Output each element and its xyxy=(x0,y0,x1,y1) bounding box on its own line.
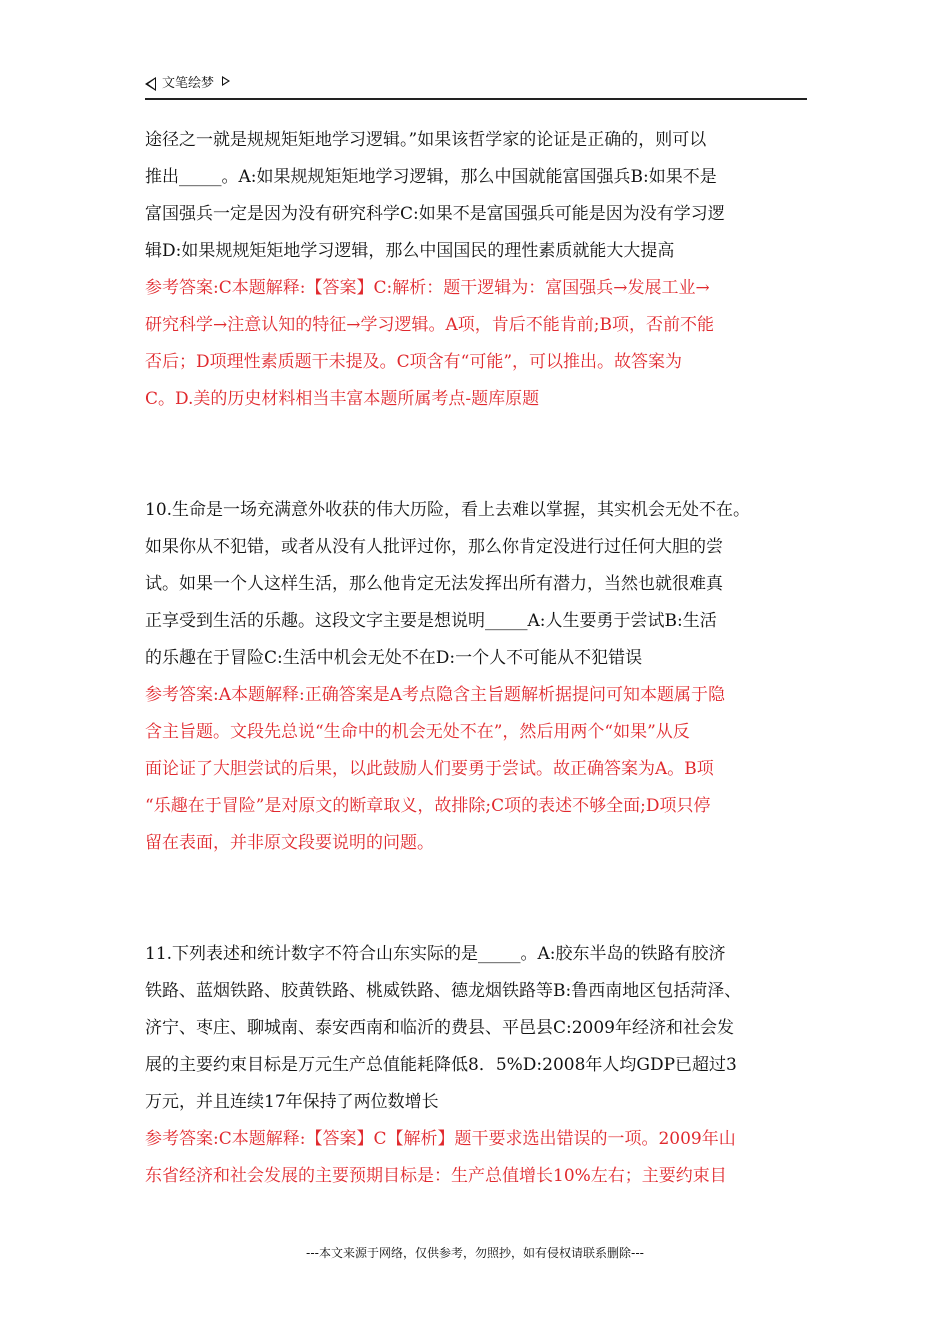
triangle-right-icon xyxy=(222,76,230,86)
header-brand xyxy=(145,74,230,94)
question-line: 富国强兵一定是因为没有研究科学C:如果不是富国强兵可能是因为没有学习逻 xyxy=(145,204,725,224)
question-line: 正享受到生活的乐趣。这段文字主要是想说明_____A:人生要勇于尝试B:生活 xyxy=(145,611,717,631)
answer-line: 参考答案:A本题解释:正确答案是A考点隐含主旨题解析据提问可知本题属于隐 xyxy=(145,685,726,705)
answer-line: 研究科学→注意认知的特征→学习逻辑。A项，肯后不能肯前;B项，否前不能 xyxy=(145,315,714,335)
answer-line: 参考答案:C本题解释:【答案】C【解析】题干要求选出错误的一项。2009年山 xyxy=(145,1129,736,1149)
answer-line: C。D.美的历史材料相当丰富本题所属考点-题库原题 xyxy=(145,389,540,409)
question-line: 途径之一就是规规矩矩地学习逻辑。”如果该哲学家的论证是正确的，则可以 xyxy=(145,130,707,150)
question-block-9 xyxy=(145,122,825,418)
answer-line: 面论证了大胆尝试的后果，以此鼓励人们要勇于尝试。故正确答案为A。B项 xyxy=(145,759,714,779)
question-line: 如果你从不犯错，或者从没有人批评过你，那么你肯定没进行过任何大胆的尝 xyxy=(145,537,723,557)
question-line: 展的主要约束目标是万元生产总值能耗降低8．5%D:2008年人均GDP已超过3 xyxy=(145,1055,737,1075)
question-line: 11.下列表述和统计数字不符合山东实际的是_____。A:胶东半岛的铁路有胶济 xyxy=(145,944,726,964)
brand-text: 文笔绘梦 xyxy=(162,76,215,91)
question-line: 辑D:如果规规矩矩地学习逻辑，那么中国国民的理性素质就能大大提高 xyxy=(145,241,675,261)
answer-line: 东省经济和社会发展的主要预期目标是：生产总值增长10%左右；主要约束目 xyxy=(145,1166,727,1186)
triangle-left-icon xyxy=(145,77,156,91)
question-line: 10.生命是一场充满意外收获的伟大历险，看上去难以掌握，其实机会无处不在。 xyxy=(145,500,751,520)
answer-line: 留在表面，并非原文段要说明的问题。 xyxy=(145,833,434,853)
question-line: 铁路、蓝烟铁路、胶黄铁路、桃威铁路、德龙烟铁路等B:鲁西南地区包括菏泽、 xyxy=(145,981,742,1001)
answer-line: 否后；D项理性素质题干未提及。C项含有“可能”，可以推出。故答案为 xyxy=(145,352,683,372)
question-line: 济宁、枣庄、聊城南、泰安西南和临沂的费县、平邑县C:2009年经济和社会发 xyxy=(145,1018,734,1038)
page-header xyxy=(145,74,807,100)
question-block-10 xyxy=(145,492,825,862)
answer-line: 含主旨题。文段先总说“生命中的机会无处不在”，然后用两个“如果”从反 xyxy=(145,722,690,742)
question-line: 试。如果一个人这样生活，那么他肯定无法发挥出所有潜力，当然也就很难真 xyxy=(145,574,723,594)
question-line: 万元，并且连续17年保持了两位数增长 xyxy=(145,1092,439,1112)
answer-line: “乐趣在于冒险”是对原文的断章取义，故排除;C项的表述不够全面;D项只停 xyxy=(145,796,711,816)
question-block-11 xyxy=(145,936,825,1195)
question-line: 的乐趣在于冒险C:生活中机会无处不在D:一个人不可能从不犯错误 xyxy=(145,648,643,668)
question-line: 推出_____。A:如果规规矩矩地学习逻辑，那么中国就能富国强兵B:如果不是 xyxy=(145,167,717,187)
page-footer: ---本文来源于网络，仅供参考，勿照抄，如有侵权请联系删除--- xyxy=(306,1246,644,1260)
answer-line: 参考答案:C本题解释:【答案】C:解析：题干逻辑为：富国强兵→发展工业→ xyxy=(145,278,710,298)
